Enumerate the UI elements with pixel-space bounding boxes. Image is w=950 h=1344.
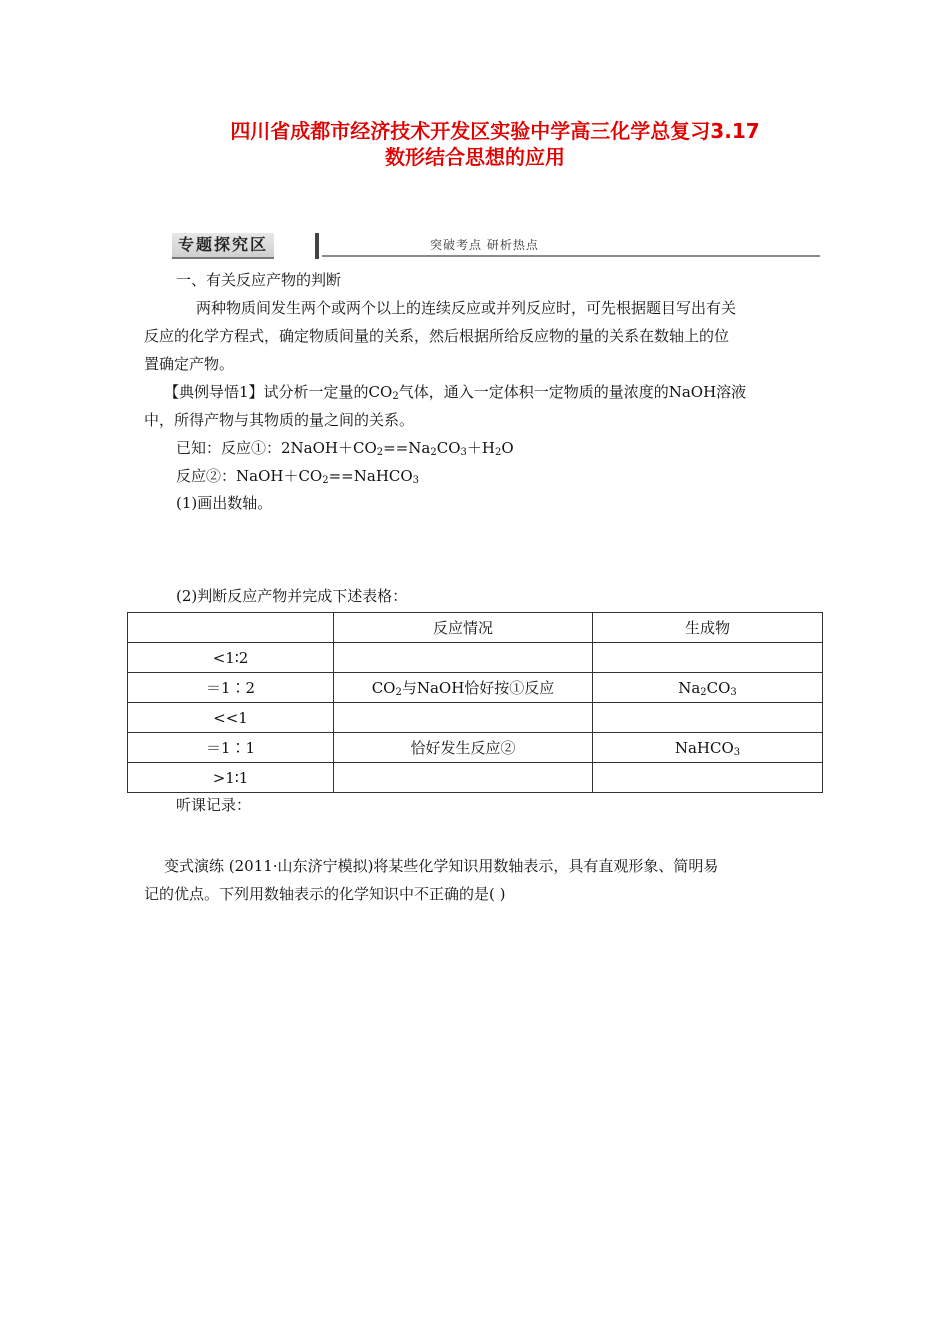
product-cell — [593, 643, 823, 673]
ratio-cell: <1∶2 — [128, 643, 334, 673]
table-row — [128, 643, 823, 673]
title-line-2: 数形结合思想的应用 — [385, 145, 565, 169]
product-cell — [593, 763, 823, 793]
document-title — [0, 118, 950, 170]
banner-rule — [322, 255, 820, 257]
exercise-line-2: 记的优点。下列用数轴表示的化学知识中不正确的是( ) — [144, 885, 506, 903]
example-label: 【典例导悟1】 — [164, 383, 264, 401]
situation-cell — [334, 763, 593, 793]
table-row — [128, 733, 823, 763]
banner-tag: 专题探究区 — [172, 233, 274, 259]
situation-cell: 恰好发生反应② — [334, 733, 593, 763]
paragraph-line-3: 置确定产物。 — [144, 355, 235, 373]
notes-label: 听课记录： — [176, 796, 252, 814]
header-cell: 反应情况 — [334, 613, 593, 643]
known-reaction-2: 反应②：$NaOH+CO_2==NaHCO_3$ — [176, 467, 420, 486]
header-cell: 生成物 — [593, 613, 823, 643]
ratio-cell: ＝1∶2 — [128, 673, 334, 703]
situation-cell: $CO_2$与NaOH恰好按①反应 — [334, 673, 593, 703]
product-cell: $Na_2CO_3$ — [593, 673, 823, 703]
question-2: (2)判断反应产物并完成下述表格： — [176, 587, 408, 605]
known-reaction-1: 已知：反应①：$2NaOH+CO_2==Na_2CO_3+H_2O$ — [176, 439, 514, 458]
situation-cell — [334, 703, 593, 733]
table-row — [128, 763, 823, 793]
exercise-line-1: 变式演练 (2011·山东济宁模拟)将某些化学知识用数轴表示，具有直观形象、简明易 — [164, 857, 719, 875]
table-row — [128, 703, 823, 733]
banner-divider — [315, 233, 319, 259]
situation-cell — [334, 643, 593, 673]
section-heading: 一、有关反应产物的判断 — [176, 271, 342, 289]
table-row — [128, 673, 823, 703]
ratio-cell: <<1 — [128, 703, 334, 733]
example-line-2: 中，所得产物与其物质的量之间的关系。 — [144, 411, 415, 429]
example-line-1: 【典例导悟1】试分析一定量的$CO_2$气体，通入一定体积一定物质的量浓度的NaOH溶液 — [164, 383, 747, 402]
paragraph-line-1: 两种物质间发生两个或两个以上的连续反应或并列反应时，可先根据题目写出有关 — [196, 299, 737, 317]
ratio-cell: >1∶1 — [128, 763, 334, 793]
section-banner — [172, 233, 820, 259]
paragraph-line-2: 反应的化学方程式，确定物质间量的关系，然后根据所给反应物的量的关系在数轴上的位 — [144, 327, 730, 345]
question-1: (1)画出数轴。 — [176, 494, 273, 512]
title-line-1: 四川省成都市经济技术开发区实验中学高三化学总复习3.17 — [230, 119, 760, 143]
ratio-cell: ＝1∶1 — [128, 733, 334, 763]
product-cell: NaHCO$_3$ — [593, 733, 823, 763]
banner-subtitle: 突破考点 研析热点 — [430, 238, 539, 252]
product-table — [127, 612, 823, 793]
table-header-row — [128, 613, 823, 643]
header-cell — [128, 613, 334, 643]
product-cell — [593, 703, 823, 733]
